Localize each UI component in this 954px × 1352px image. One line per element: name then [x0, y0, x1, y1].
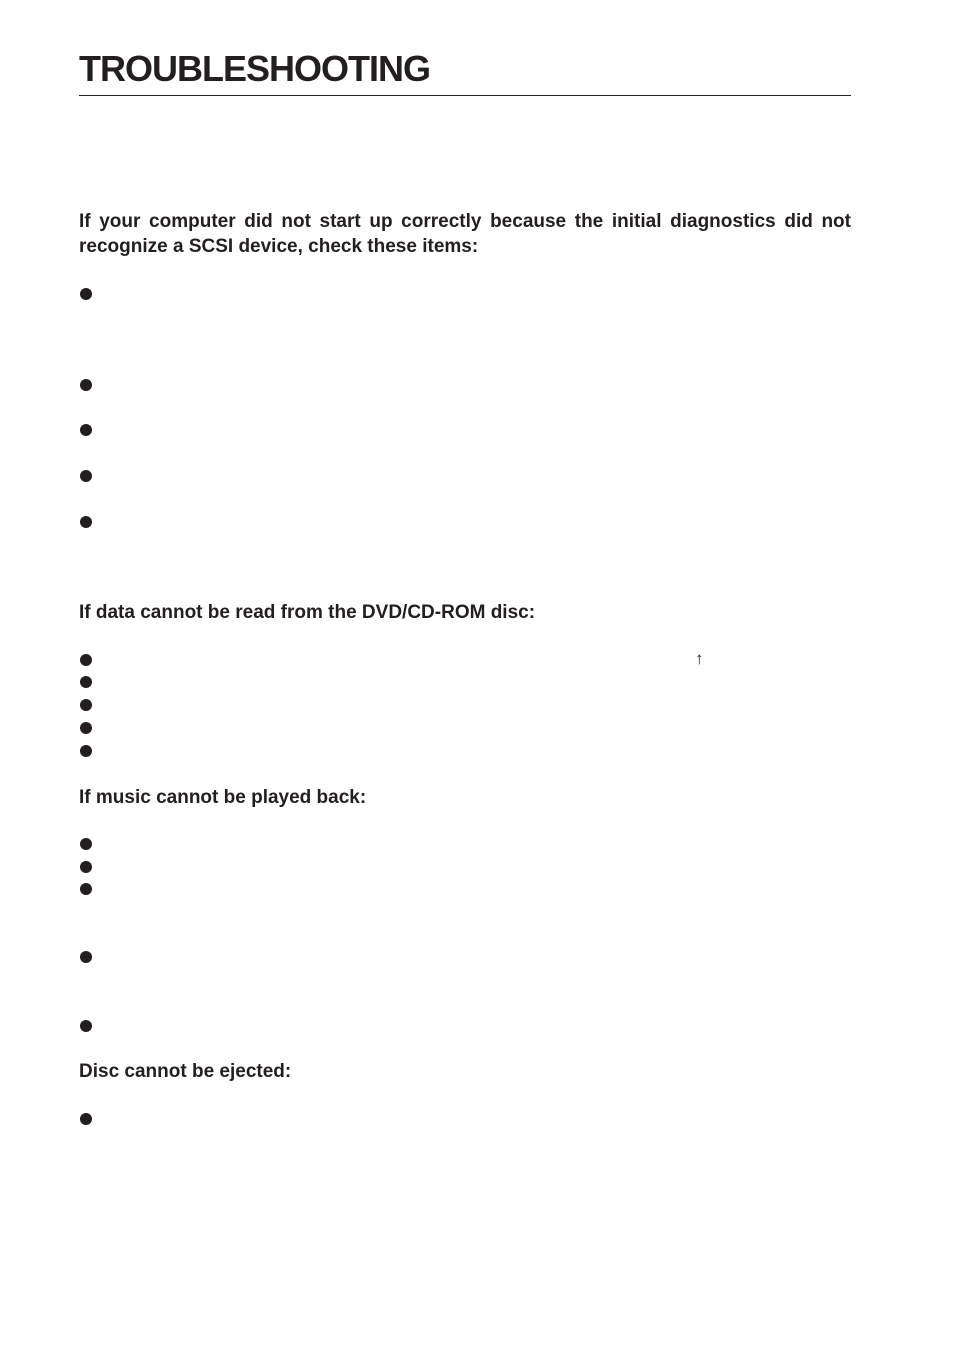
bullet-icon [80, 722, 92, 734]
bullet-icon [80, 699, 92, 711]
bullet-icon [80, 883, 92, 895]
bullet-icon [80, 1020, 92, 1032]
page-title: TROUBLESHOOTING [79, 48, 430, 89]
bullet-icon [80, 951, 92, 963]
section-heading-eject: Disc cannot be ejected: [79, 1061, 292, 1082]
bullet-icon [80, 861, 92, 873]
bullet-icon [80, 838, 92, 850]
bullet-icon [80, 379, 92, 391]
bullet-icon [80, 654, 92, 666]
bullet-icon [80, 288, 92, 300]
bullet-icon [80, 516, 92, 528]
section-heading-scsi: If your computer did not start up correctly because the initial diagnostics did not recognize a SCSI device, check these items: [79, 211, 851, 257]
bullet-icon [80, 676, 92, 688]
bullet-icon [80, 745, 92, 757]
bullet-icon [80, 470, 92, 482]
title-divider [79, 95, 851, 96]
section-heading-music: If music cannot be played back: [79, 787, 367, 808]
section-heading-data-read: If data cannot be read from the DVD/CD-ROM disc: [79, 602, 536, 623]
up-arrow-icon: ↑ [695, 649, 704, 668]
bullet-icon [80, 1113, 92, 1125]
bullet-icon [80, 424, 92, 436]
